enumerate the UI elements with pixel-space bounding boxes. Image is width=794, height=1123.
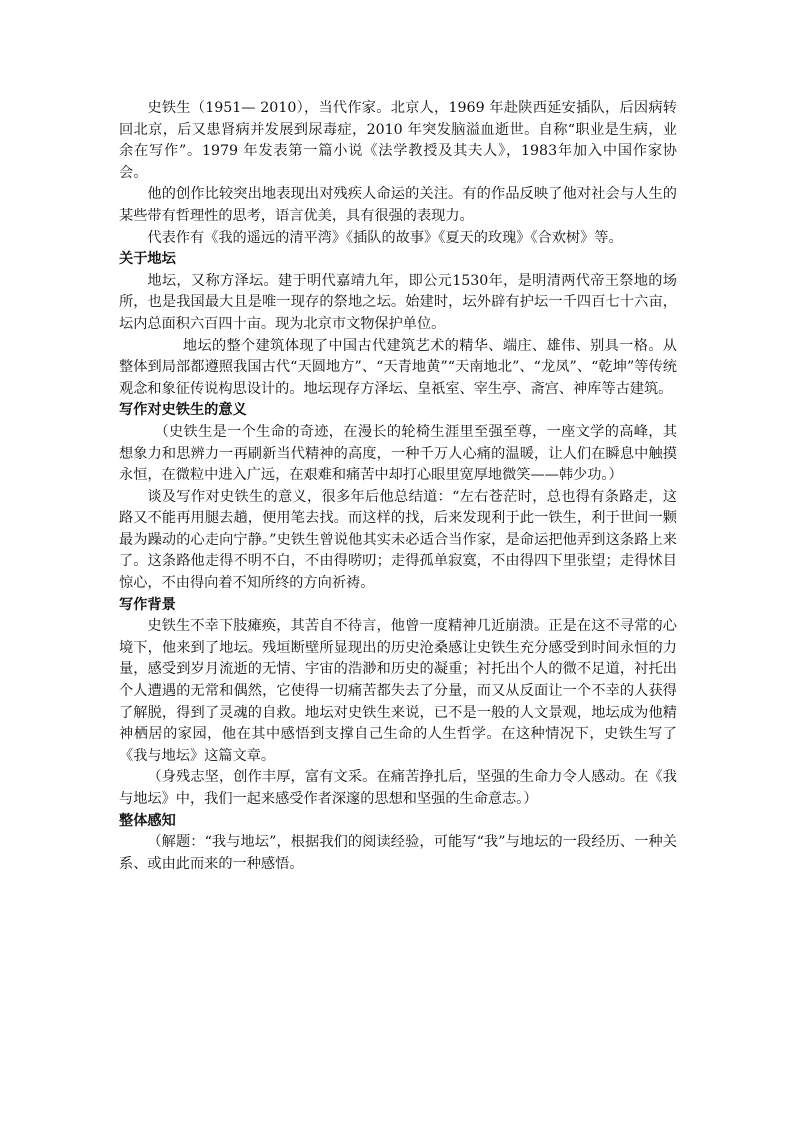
author-bio-paragraph: 史铁生（1951— 2010），当代作家。北京人，1969 年赴陕西延安插队，后因病转回北京，后又患肾病并发展到尿毒症，2010 年突发脑溢血逝世。自称“职业是生病，业余在写作”。1979 年发表第一篇小说《法学教授及其夫人》，1983年加入中国作家协会。 <box>119 100 677 181</box>
writing-meaning-section <box>119 400 677 594</box>
overall-perception-section <box>119 811 677 876</box>
overall-perception-heading: 整体感知 <box>119 812 176 829</box>
about-ditan-heading: 关于地坛 <box>119 251 176 268</box>
writing-meaning-heading: 写作对史铁生的意义 <box>119 402 247 419</box>
title-explanation-paragraph: （解题：“我与地坛”，根据我们的阅读经验，可能写“我”与地坛的一段经历、一种关系、或由此而来的一种感悟。 <box>119 834 677 872</box>
about-ditan-section <box>119 249 677 400</box>
ditan-architecture-paragraph: 地坛的整个建筑体现了中国古代建筑艺术的精华、端庄、雄伟、别具一格。从整体到局部都遵照我国古代“天圆地方”、“天青地黄”“天南地北”、“龙凤”、“乾坤”等传统观念和象征传说构思设计的。地坛现存方泽坛、皇祇室、宰生亭、斋宫、神库等古建筑。 <box>119 337 677 397</box>
ditan-history-paragraph: 地坛，又称方泽坛。建于明代嘉靖九年，即公元1530年，是明清两代帝王祭地的场所，也是我国最大且是唯一现存的祭地之坛。始建时，坛外辟有护坛一千四百七十六亩，坛内总面积六百四十亩。现为北京市文物保护单位。 <box>119 272 677 332</box>
author-style-paragraph: 他的创作比较突出地表现出对残疾人命运的关注。有的作品反映了他对社会与人生的某些带有哲理性的思考，语言优美，具有很强的表现力。 <box>119 186 677 224</box>
author-intro-section <box>119 98 677 249</box>
document-page <box>119 98 677 875</box>
han-shaogong-quote-paragraph: （史铁生是一个生命的奇迹，在漫长的轮椅生涯里至强至尊，一座文学的高峰，其想象力和思辨力一再刷新当代精神的高度，一种千万人心痛的温暖，让人们在瞬息中触摸永恒，在微粒中进入广远，在艰难和痛苦中却打心眼里宽厚地微笑——韩少功。） <box>119 423 677 484</box>
representative-works-paragraph: 代表作有《我的遥远的清平湾》《插队的故事》《夏天的玫瑰》《合欢树》等。 <box>147 229 623 246</box>
writing-background-section <box>119 595 677 811</box>
writing-background-heading: 写作背景 <box>119 596 176 613</box>
writing-meaning-paragraph: 谈及写作对史铁生的意义，很多年后他总结道：“左右苍茫时，总也得有条路走，这路又不能再用腿去趟，便用笔去找。而这样的找，后来发现利于此一铁生，利于世间一颗最为躁动的心走向宁静。”史铁生曾说他其实未必适合当作家，是命运把他弄到这条路上来了。这条路他走得不明不白，不由得唠叨；走得孤单寂寞，不由得四下里张望；走得怵目惊心，不由得向着不知所终的方向祈祷。 <box>119 488 677 592</box>
background-paragraph: 史铁生不幸下肢瘫痪，其苦自不待言，他曾一度精神几近崩溃。正是在这不寻常的心境下，他来到了地坛。残垣断壁所显现出的历史沧桑感让史铁生充分感受到时间永恒的力量，感受到岁月流逝的无情、宇宙的浩渺和历史的凝重；衬托出个人的微不足道，衬托出个人遭遇的无常和偶然，它使得一切痛苦都失去了分量，而又从反面让一个不幸的人获得了解脱，得到了灵魂的自救。地坛对史铁生来说，已不是一般的人文景观，地坛成为他精神栖居的家园，他在其中感悟到支撑自己生命的人生哲学。在这种情况下，史铁生写了《我与地坛》这篇文章。 <box>119 618 677 764</box>
background-note-paragraph: （身残志坚，创作丰厚，富有文采。在痛苦挣扎后，坚强的生命力令人感动。在《我与地坛》中，我们一起来感受作者深邃的思想和坚强的生命意志。） <box>119 769 677 807</box>
